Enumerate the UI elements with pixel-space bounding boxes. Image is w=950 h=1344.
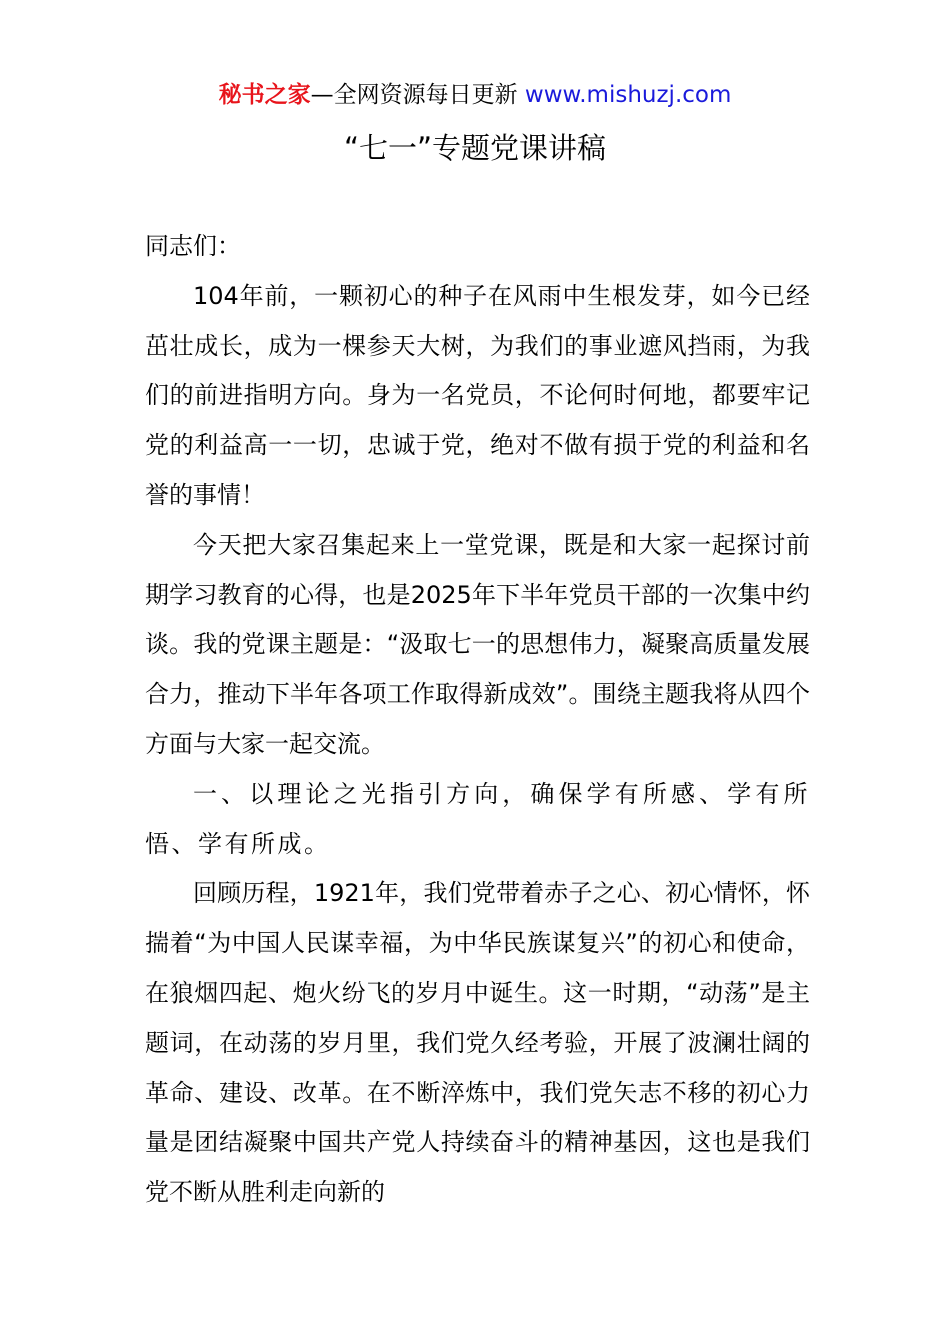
body-paragraph: 今天把大家召集起来上一堂党课，既是和大家一起探讨前期学习教育的心得，也是2025年下半年党员干部的一次集中约谈。我的党课主题是：“汲取七一的思想伟力，凝聚高质量发展合力，推动下半年各项工作取得新成效”。围绕主题我将从四个方面与大家一起交流。 bbox=[145, 530, 810, 758]
body-paragraph: 回顾历程，1921年，我们党带着赤子之心、初心情怀，怀揣着“为中国人民谋幸福，为中华民族谋复兴”的初心和使命，在狼烟四起、炮火纷飞的岁月中诞生。这一时期，“动荡”是主题词，在动荡的岁月里，我们党久经考验，开展了波澜壮阔的革命、建设、改革。在不断淬炼中，我们党矢志不移的初心力量是团结凝聚中国共产党人持续奋斗的精神基因，这也是我们党不断从胜利走向新的 bbox=[145, 879, 810, 1207]
site-brand: 秘书之家 bbox=[218, 82, 311, 108]
section-heading: 一、以理论之光指引方向，确保学有所感、学有所悟、学有所成。 bbox=[145, 779, 810, 858]
site-header bbox=[0, 78, 950, 112]
site-url-link[interactable]: www.mishuzj.com bbox=[524, 82, 732, 108]
body-paragraph: 104年前，一颗初心的种子在风雨中生根发芽，如今已经茁壮成长，成为一棵参天大树，为我们的事业遮风挡雨，为我们的前进指明方向。身为一名党员，不论何时何地，都要牢记党的利益高一一切，忠诚于党，绝对不做有损于党的利益和名誉的事情！ bbox=[145, 281, 810, 509]
site-tagline: —全网资源每日更新 bbox=[310, 82, 525, 108]
document-body bbox=[145, 222, 810, 1218]
document-title: “七一”专题党课讲稿 bbox=[343, 131, 607, 165]
salutation: 同志们： bbox=[145, 232, 241, 260]
